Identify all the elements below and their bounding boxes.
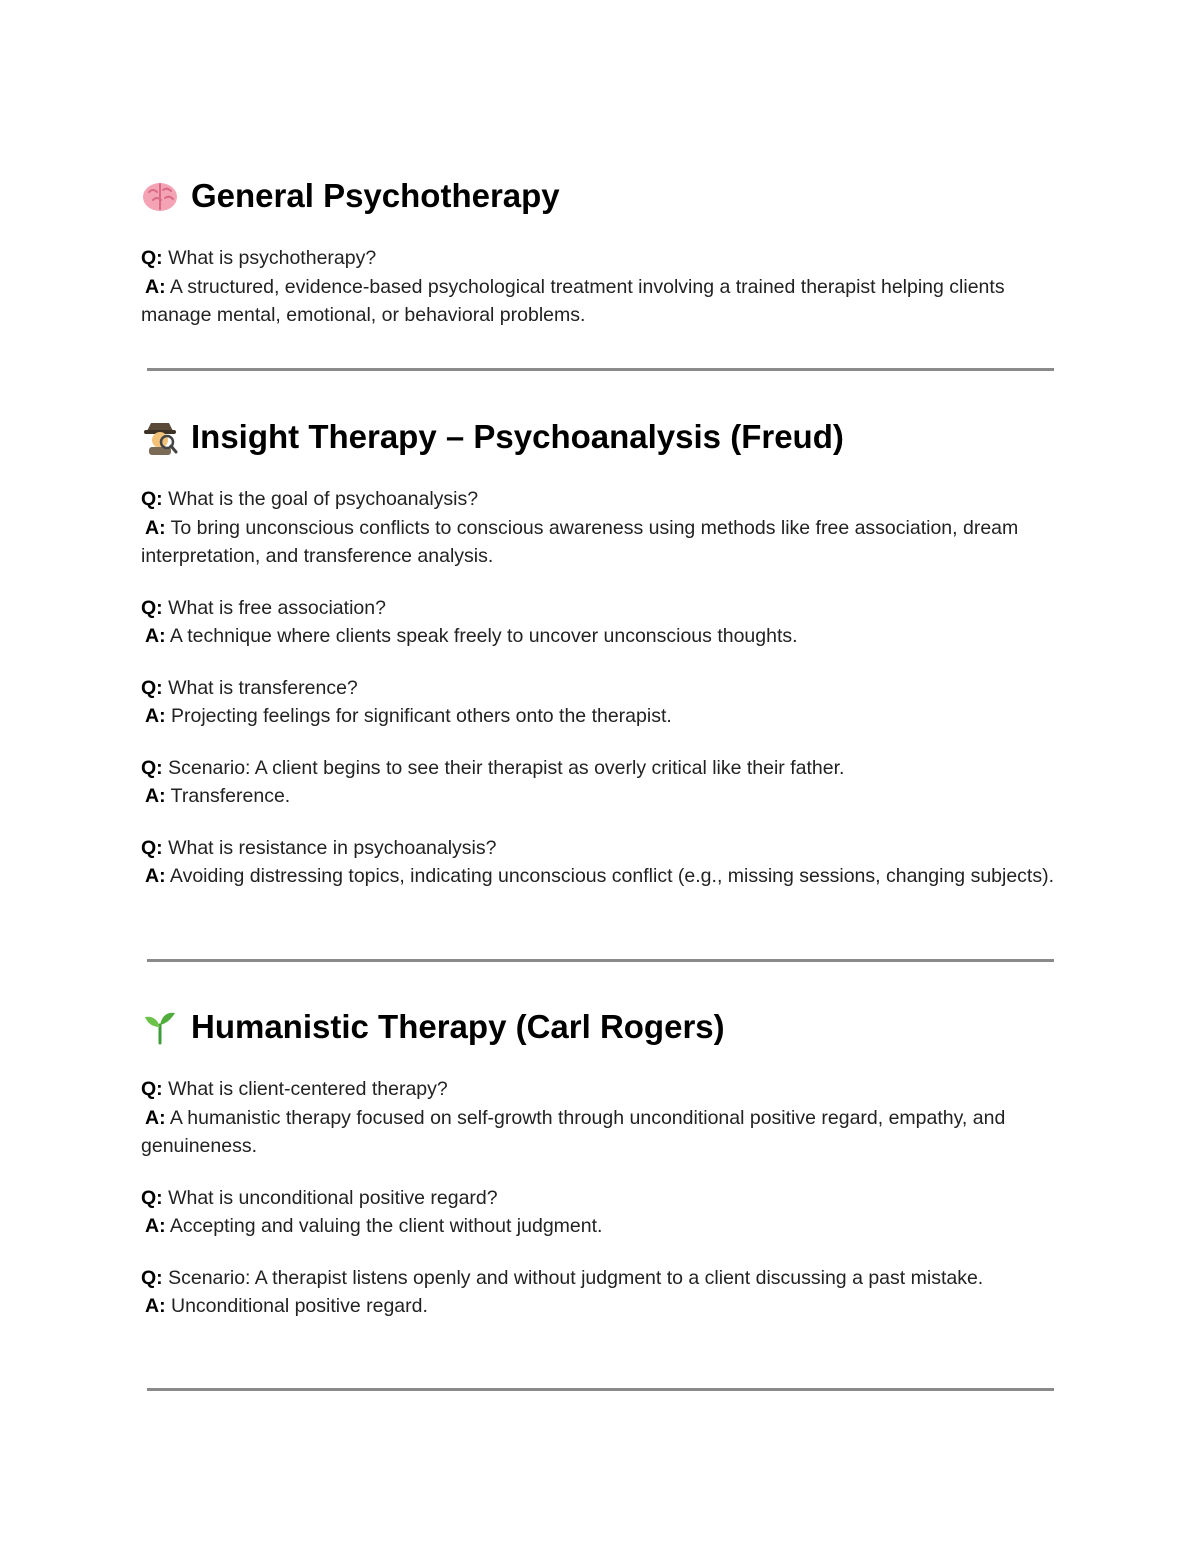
section-divider [147,959,1054,962]
answer: A: Projecting feelings for significant others onto the therapist. [145,705,672,727]
qa-item [141,1184,1061,1241]
section-insight-therapy [141,417,1061,891]
section-general-psychotherapy [141,176,1061,330]
section-divider [147,368,1054,371]
answer: A: Accepting and valuing the client without judgment. [145,1215,603,1237]
question: Q: Scenario: A client begins to see their therapist as overly critical like their father. [141,756,845,779]
answer: A: Avoiding distressing topics, indicating unconscious conflict (e.g., missing sessions, changing subjects). [145,865,1055,887]
qa-item [141,244,1061,330]
section-title: General Psychotherapy [191,177,560,214]
answer: A: A structured, evidence-based psychological treatment involving a trained therapist helping clients manage mental, emotional, or behavioral problems. [141,275,1005,326]
answer: A: Unconditional positive regard. [145,1295,428,1317]
section-heading [141,417,1061,457]
brain-icon [141,178,179,214]
answer: A: A humanistic therapy focused on self-growth through unconditional positive regard, empathy, and genuineness. [141,1106,1006,1157]
section-title: Insight Therapy – Psychoanalysis (Freud) [191,418,844,455]
answer: A: To bring unconscious conflicts to conscious awareness using methods like free association, dream interpretation, and transference analysis. [141,516,1019,567]
qa-item [141,834,1061,891]
qa-item [141,754,1061,811]
question: Q: What is psychotherapy? [141,247,377,269]
detective-icon [141,419,179,455]
section-heading [141,1007,1061,1047]
question: Q: Scenario: A therapist listens openly and without judgment to a client discussing a past mistake. [141,1266,984,1289]
answer: A: A technique where clients speak freely to uncover unconscious thoughts. [145,625,798,647]
qa-item [141,594,1061,651]
qa-item [141,1264,1061,1321]
seedling-icon [141,1009,179,1045]
section-title: Humanistic Therapy (Carl Rogers) [191,1008,725,1045]
section-heading [141,176,1061,216]
qa-item [141,485,1061,571]
section-divider [147,1388,1054,1391]
section-humanistic-therapy [141,1007,1061,1321]
answer: A: Transference. [145,785,291,807]
question: Q: What is transference? [141,676,358,699]
question: Q: What is client-centered therapy? [141,1078,448,1100]
question: Q: What is free association? [141,596,386,619]
question: Q: What is resistance in psychoanalysis? [141,836,497,859]
question: Q: What is the goal of psychoanalysis? [141,488,479,510]
qa-item [141,674,1061,731]
qa-item [141,1075,1061,1161]
question: Q: What is unconditional positive regard? [141,1186,498,1209]
